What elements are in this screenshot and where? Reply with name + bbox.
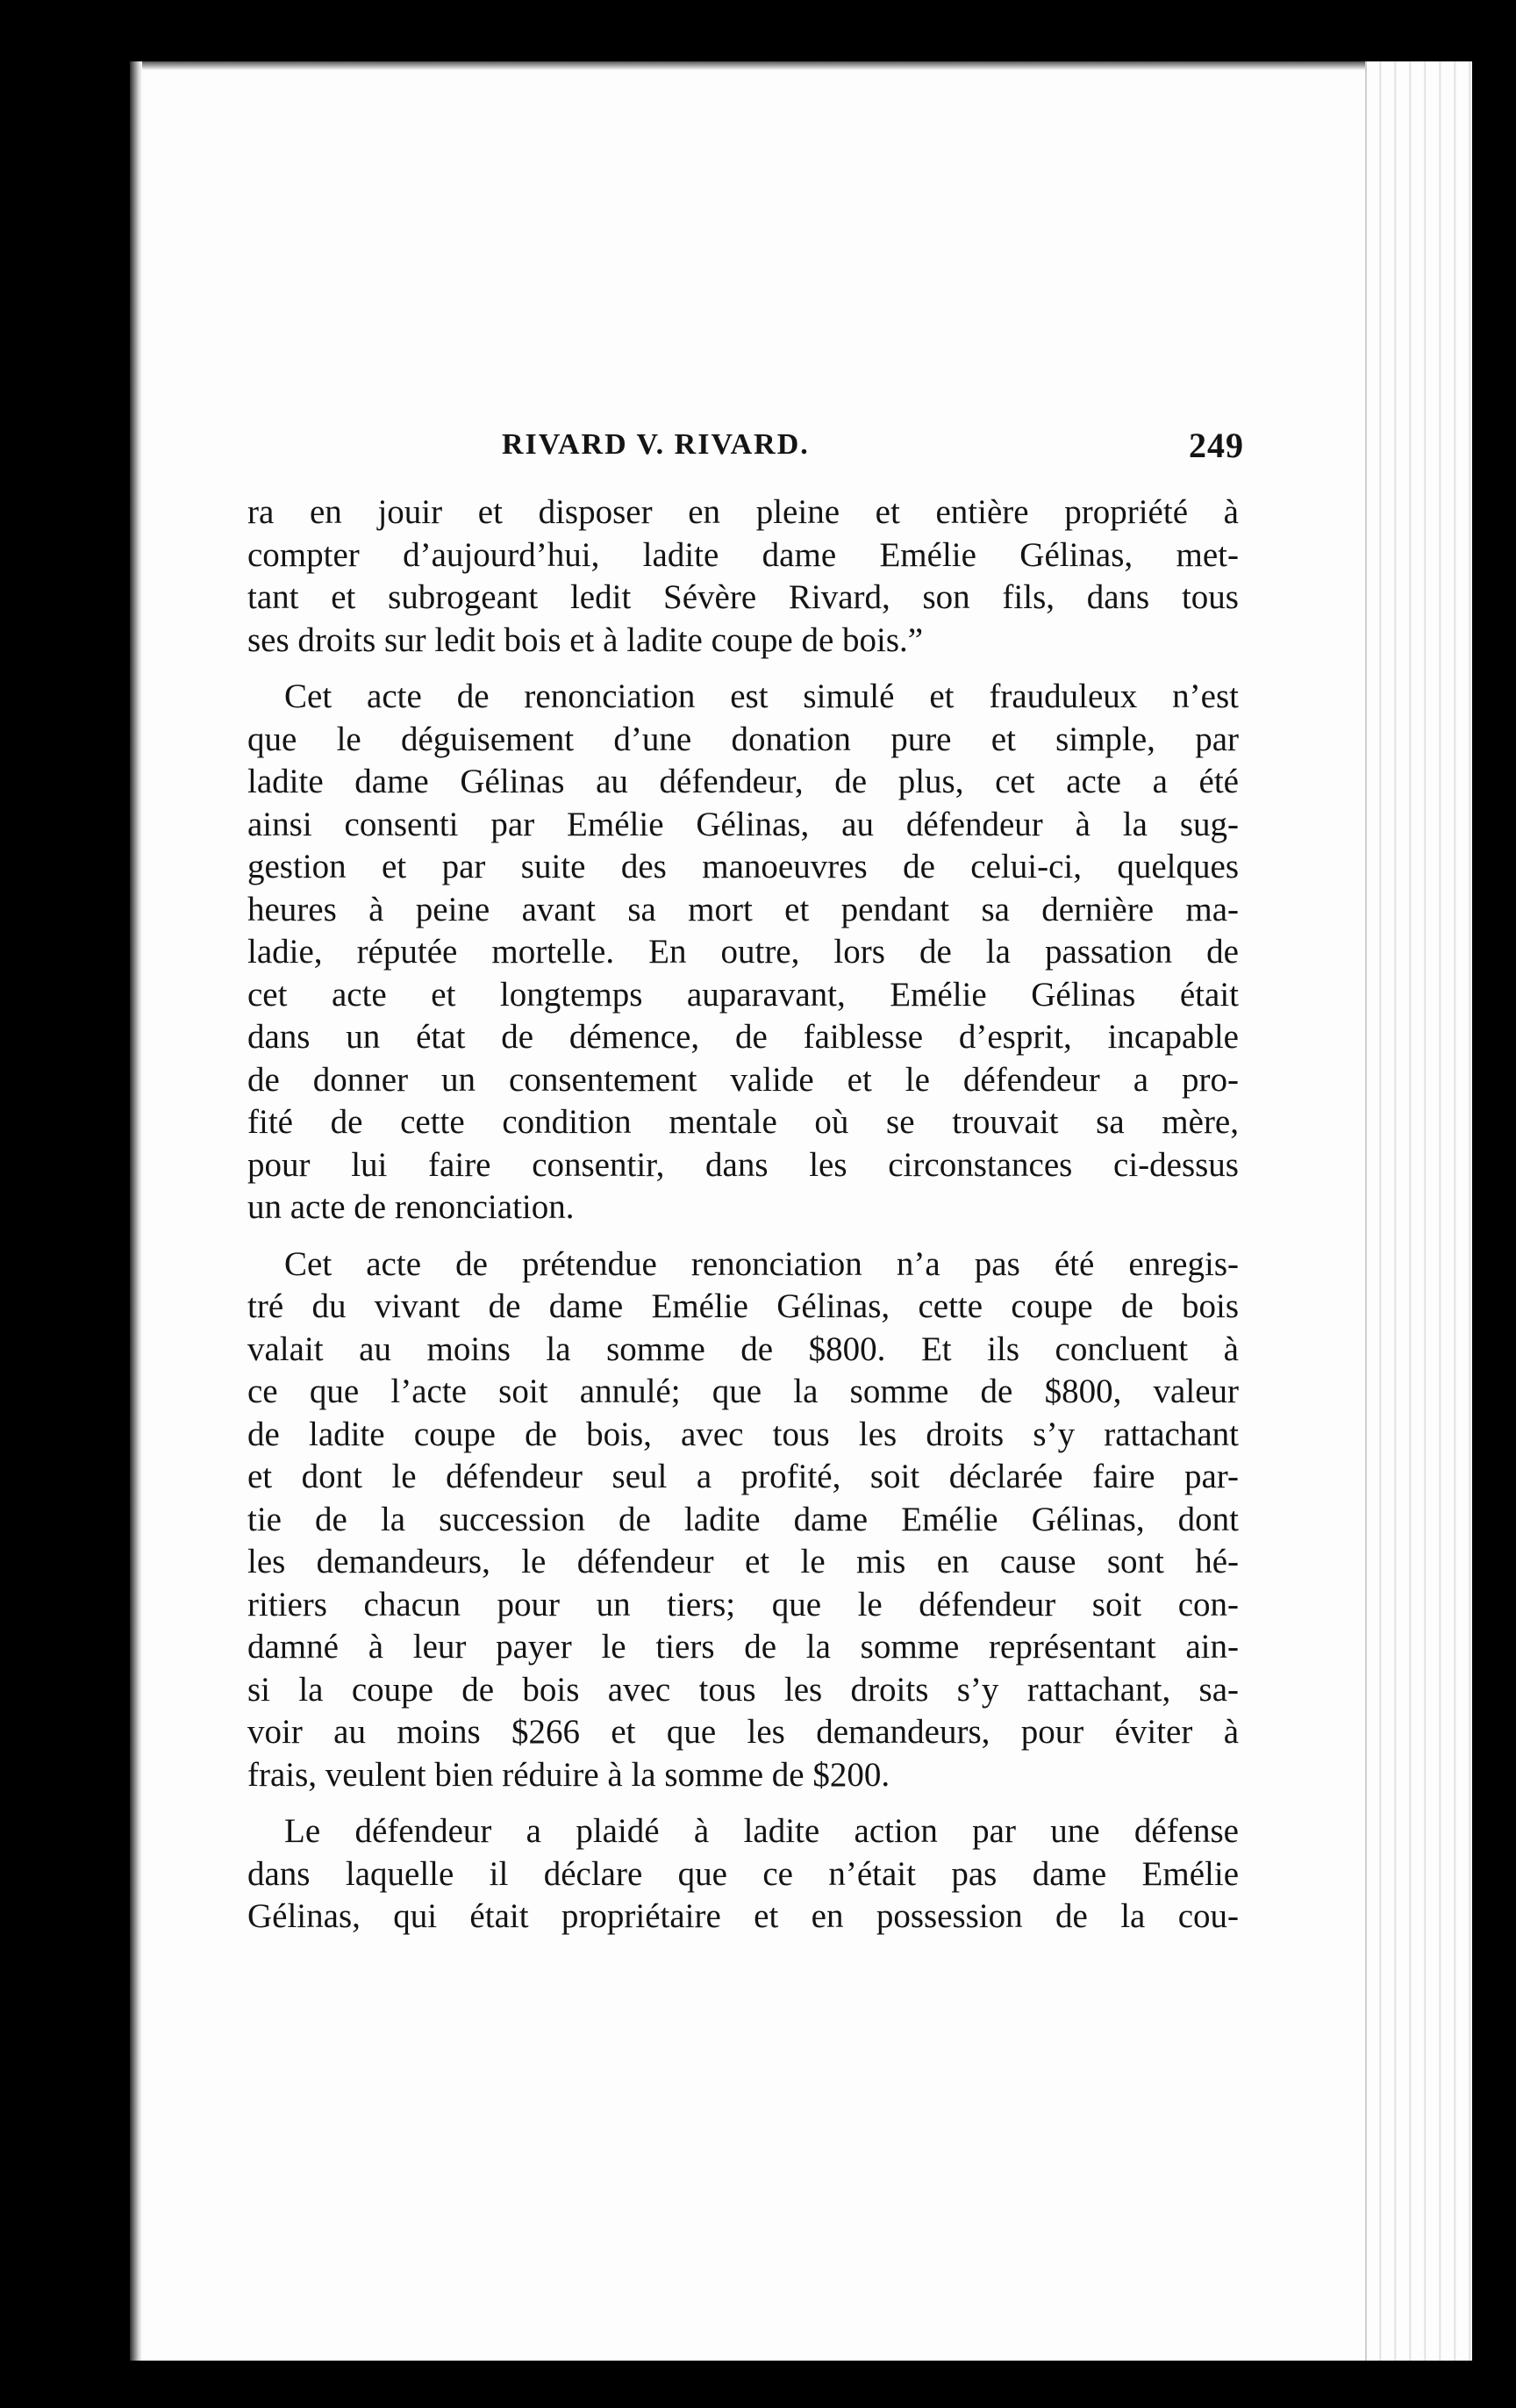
page-text	[247, 412, 1244, 1953]
text-line: tant et subrogeant ledit Sévère Rivard, son fils, dans tous	[247, 578, 1239, 616]
text-line: frais, veulent bien réduire à la somme de $200.	[247, 1755, 890, 1794]
book-page	[130, 61, 1472, 2361]
text-line: gestion et par suite des manoeuvres de celui-ci, quelques	[247, 848, 1239, 885]
text-line: pour lui faire consentir, dans les circonstances ci-dessus	[247, 1145, 1239, 1184]
text-line: les demandeurs, le défendeur et le mis en cause sont hé-	[247, 1543, 1239, 1580]
page-number: 249	[1189, 426, 1244, 465]
text-line: valait au moins la somme de $800. Et ils concluent à	[247, 1329, 1239, 1368]
text-line: voir au moins $266 et que les demandeurs, pour éviter à	[247, 1713, 1239, 1751]
text-line: de ladite coupe de bois, avec tous les droits s’y rattachant	[247, 1415, 1239, 1453]
running-head	[247, 412, 1244, 491]
text-line: ainsi consenti par Emélie Gélinas, au défendeur à la sug-	[247, 805, 1239, 843]
text-line: cet acte et longtemps auparavant, Emélie Gélinas était	[247, 975, 1239, 1014]
text-line: ladite dame Gélinas au défendeur, de plus, cet acte a été	[247, 763, 1239, 800]
text-line: dans laquelle il déclare que ce n’était pas dame Emélie	[247, 1854, 1239, 1893]
text-line: tré du vivant de dame Emélie Gélinas, cette coupe de bois	[247, 1287, 1239, 1325]
text-line: Le défendeur a plaidé à ladite action par une défense	[284, 1812, 1239, 1850]
text-line: damné à leur payer le tiers de la somme représentant ain-	[247, 1628, 1239, 1666]
binding-edge	[130, 61, 142, 2361]
text-line: de donner un consentement valide et le défendeur a pro-	[247, 1060, 1239, 1099]
text-line: dans un état de démence, de faiblesse d’esprit, incapable	[247, 1018, 1239, 1056]
text-line: Cet acte de renonciation est simulé et frauduleux n’est	[284, 677, 1239, 715]
paragraph-1	[247, 491, 1239, 662]
page-top-edge	[130, 61, 1472, 70]
text-line: tie de la succession de ladite dame Emélie Gélinas, dont	[247, 1500, 1239, 1538]
text-line: si la coupe de bois avec tous les droits s’y rattachant, sa-	[247, 1670, 1239, 1709]
text-line: ladie, réputée mortelle. En outre, lors de la passation de	[247, 933, 1239, 971]
text-line: fité de cette condition mentale où se trouvait sa mère,	[247, 1103, 1239, 1141]
text-line: Cet acte de prétendue renonciation n’a pas été enregis-	[284, 1244, 1239, 1283]
text-line: ses droits sur ledit bois et à ladite coupe de bois.”	[247, 620, 924, 659]
text-line: heures à peine avant sa mort et pendant sa dernière ma-	[247, 890, 1239, 928]
paragraph-3	[247, 1243, 1239, 1797]
running-title: RIVARD V. RIVARD.	[502, 428, 810, 461]
text-line: et dont le défendeur seul a profité, soit déclarée faire par-	[247, 1458, 1239, 1495]
text-line: compter d’aujourd’hui, ladite dame Emélie Gélinas, met-	[247, 535, 1239, 574]
text-line: un acte de renonciation.	[247, 1188, 575, 1226]
text-line: ra en jouir et disposer en pleine et entière propriété à	[247, 493, 1239, 531]
page-stack-edges	[1365, 61, 1472, 2361]
text-line: ce que l’acte soit annulé; que la somme de $800, valeur	[247, 1372, 1239, 1410]
paragraph-4	[247, 1810, 1239, 1939]
text-line: ritiers chacun pour un tiers; que le défendeur soit con-	[247, 1585, 1239, 1623]
text-line: que le déguisement d’une donation pure et simple, par	[247, 720, 1239, 758]
text-line: Gélinas, qui était propriétaire et en possession de la cou-	[247, 1897, 1239, 1935]
paragraph-2	[247, 676, 1239, 1229]
